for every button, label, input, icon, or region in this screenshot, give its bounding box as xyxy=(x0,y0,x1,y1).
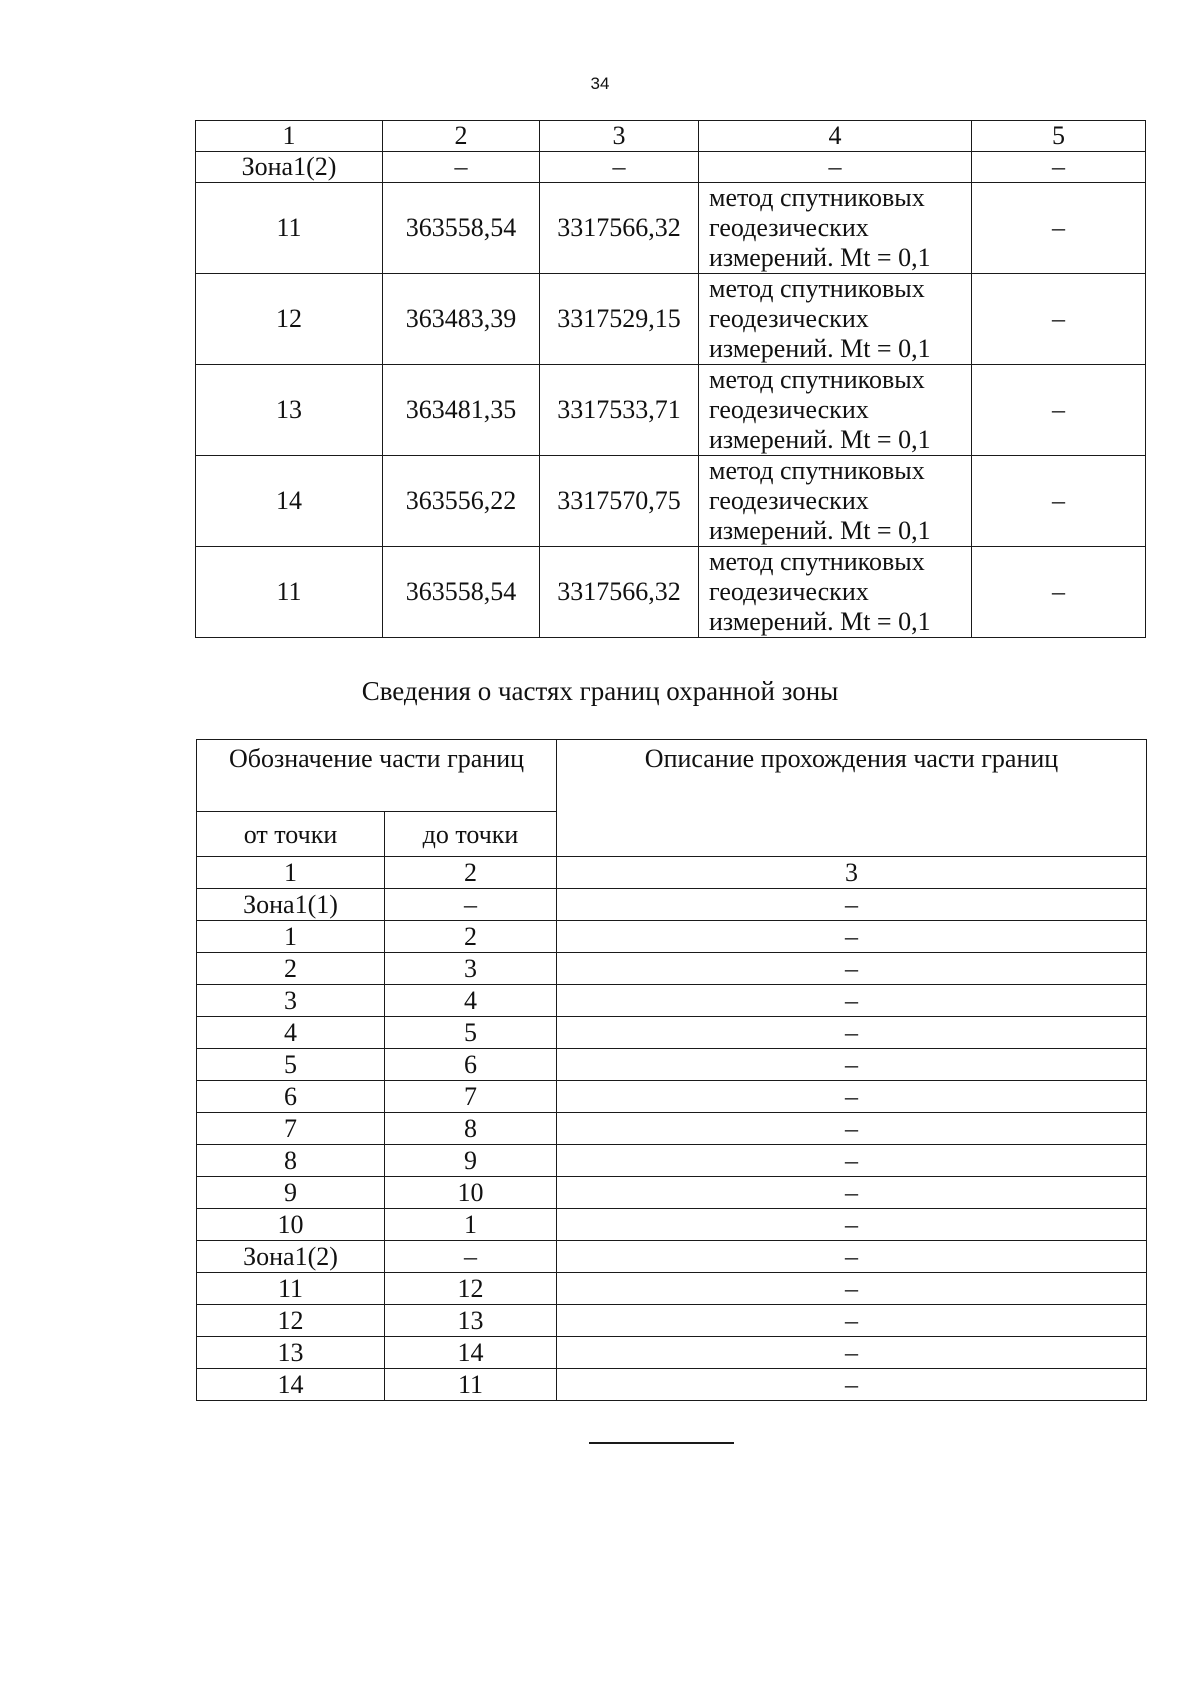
parts-table-body xyxy=(197,889,1147,1401)
table-row xyxy=(197,1049,1147,1081)
to-point: 1 xyxy=(385,1209,557,1241)
method-cell xyxy=(699,365,972,456)
method-line: измерений. Mt = 0,1 xyxy=(709,425,931,454)
page-number: 34 xyxy=(590,74,610,93)
method-line: измерений. Mt = 0,1 xyxy=(709,334,931,363)
from-point: 6 xyxy=(197,1081,385,1113)
to-point: 6 xyxy=(385,1049,557,1081)
point-number: 12 xyxy=(196,274,383,365)
description-cell: – xyxy=(557,1241,1147,1273)
table-row xyxy=(196,547,1146,638)
description-cell: – xyxy=(557,1049,1147,1081)
method-line: измерений. Mt = 0,1 xyxy=(709,607,931,636)
column-number: 2 xyxy=(385,857,557,889)
from-point: 13 xyxy=(197,1337,385,1369)
end-divider xyxy=(589,1442,734,1444)
from-point: Зона1(1) xyxy=(197,889,385,921)
method-line: измерений. Mt = 0,1 xyxy=(709,243,931,272)
method-cell xyxy=(699,183,972,274)
to-point: 2 xyxy=(385,921,557,953)
from-point: 7 xyxy=(197,1113,385,1145)
to-point: 8 xyxy=(385,1113,557,1145)
method-line: метод спутниковых xyxy=(709,547,925,576)
table-row xyxy=(196,183,1146,274)
to-point: 7 xyxy=(385,1081,557,1113)
to-point: – xyxy=(385,1241,557,1273)
column-number: 1 xyxy=(197,857,385,889)
coordinates-table xyxy=(195,120,1146,638)
zone-row xyxy=(196,152,1146,183)
table-row xyxy=(197,921,1147,953)
from-point: 8 xyxy=(197,1145,385,1177)
header-cell: 4 xyxy=(699,121,972,152)
description-cell: – xyxy=(557,1145,1147,1177)
header-cell: 3 xyxy=(540,121,699,152)
from-point: 5 xyxy=(197,1049,385,1081)
table-row xyxy=(197,1113,1147,1145)
description-cell: – xyxy=(557,1369,1147,1401)
description-cell: – xyxy=(557,1113,1147,1145)
method-line: метод спутниковых xyxy=(709,456,925,485)
to-point: 11 xyxy=(385,1369,557,1401)
table-row xyxy=(197,985,1147,1017)
point-number: 11 xyxy=(196,547,383,638)
y-coordinate: 3317533,71 xyxy=(540,365,699,456)
y-coordinate: 3317566,32 xyxy=(540,547,699,638)
y-coordinate: 3317566,32 xyxy=(540,183,699,274)
method-line: геодезических xyxy=(709,577,869,606)
description-cell: – xyxy=(557,1209,1147,1241)
table-row xyxy=(197,1337,1147,1369)
table-row xyxy=(196,456,1146,547)
x-coordinate: 363558,54 xyxy=(383,547,540,638)
header-cell: 2 xyxy=(383,121,540,152)
point-number: 14 xyxy=(196,456,383,547)
description-header: Описание прохождения части границ xyxy=(557,740,1147,857)
table-row xyxy=(196,274,1146,365)
header-row xyxy=(197,740,1147,812)
method-line: метод спутниковых xyxy=(709,274,925,303)
to-point: 3 xyxy=(385,953,557,985)
method-line: метод спутниковых xyxy=(709,365,925,394)
designation-header: Обозначение части границ xyxy=(197,740,557,812)
from-point: 10 xyxy=(197,1209,385,1241)
table-cell: – xyxy=(383,152,540,183)
from-point: 2 xyxy=(197,953,385,985)
description-cell: – xyxy=(557,985,1147,1017)
note-cell: – xyxy=(972,456,1146,547)
x-coordinate: 363481,35 xyxy=(383,365,540,456)
description-cell: – xyxy=(557,1081,1147,1113)
table-row xyxy=(197,1305,1147,1337)
method-line: геодезических xyxy=(709,395,869,424)
table-row xyxy=(197,889,1147,921)
section-heading: Сведения о частях границ охранной зоны xyxy=(361,676,839,706)
column-number: 3 xyxy=(557,857,1147,889)
to-point: 4 xyxy=(385,985,557,1017)
y-coordinate: 3317570,75 xyxy=(540,456,699,547)
table-cell: – xyxy=(540,152,699,183)
x-coordinate: 363558,54 xyxy=(383,183,540,274)
from-point: 14 xyxy=(197,1369,385,1401)
column-number-row xyxy=(197,857,1147,889)
table-row xyxy=(197,1369,1147,1401)
method-line: измерений. Mt = 0,1 xyxy=(709,516,931,545)
table-row xyxy=(197,1209,1147,1241)
x-coordinate: 363556,22 xyxy=(383,456,540,547)
to-point: 12 xyxy=(385,1273,557,1305)
table-row xyxy=(197,1081,1147,1113)
from-point: 12 xyxy=(197,1305,385,1337)
table-header-row xyxy=(196,121,1146,152)
method-cell xyxy=(699,547,972,638)
method-line: геодезических xyxy=(709,486,869,515)
table-cell: – xyxy=(699,152,972,183)
method-cell xyxy=(699,274,972,365)
to-point: 10 xyxy=(385,1177,557,1209)
description-cell: – xyxy=(557,1305,1147,1337)
method-cell xyxy=(699,456,972,547)
note-cell: – xyxy=(972,274,1146,365)
from-point-header: от точки xyxy=(197,812,385,857)
table-row xyxy=(196,365,1146,456)
method-line: геодезических xyxy=(709,213,869,242)
table-row xyxy=(197,1017,1147,1049)
table-row xyxy=(197,1241,1147,1273)
to-point: 5 xyxy=(385,1017,557,1049)
x-coordinate: 363483,39 xyxy=(383,274,540,365)
note-cell: – xyxy=(972,365,1146,456)
description-cell: – xyxy=(557,1177,1147,1209)
from-point: 4 xyxy=(197,1017,385,1049)
table-row xyxy=(197,953,1147,985)
to-point: 9 xyxy=(385,1145,557,1177)
method-line: метод спутниковых xyxy=(709,183,925,212)
from-point: 11 xyxy=(197,1273,385,1305)
to-point: 13 xyxy=(385,1305,557,1337)
note-cell: – xyxy=(972,547,1146,638)
description-cell: – xyxy=(557,1273,1147,1305)
header-cell: 1 xyxy=(196,121,383,152)
description-cell: – xyxy=(557,1337,1147,1369)
table-cell: – xyxy=(972,152,1146,183)
zone-label: Зона1(2) xyxy=(196,152,383,183)
to-point-header: до точки xyxy=(385,812,557,857)
from-point: Зона1(2) xyxy=(197,1241,385,1273)
description-cell: – xyxy=(557,1017,1147,1049)
note-cell: – xyxy=(972,183,1146,274)
description-cell: – xyxy=(557,953,1147,985)
from-point: 1 xyxy=(197,921,385,953)
point-number: 13 xyxy=(196,365,383,456)
to-point: 14 xyxy=(385,1337,557,1369)
y-coordinate: 3317529,15 xyxy=(540,274,699,365)
boundary-parts-table xyxy=(196,739,1147,1401)
point-number: 11 xyxy=(196,183,383,274)
method-line: геодезических xyxy=(709,304,869,333)
description-cell: – xyxy=(557,889,1147,921)
header-cell: 5 xyxy=(972,121,1146,152)
from-point: 3 xyxy=(197,985,385,1017)
table-row xyxy=(197,1273,1147,1305)
table-row xyxy=(197,1177,1147,1209)
to-point: – xyxy=(385,889,557,921)
from-point: 9 xyxy=(197,1177,385,1209)
description-cell: – xyxy=(557,921,1147,953)
table-row xyxy=(197,1145,1147,1177)
